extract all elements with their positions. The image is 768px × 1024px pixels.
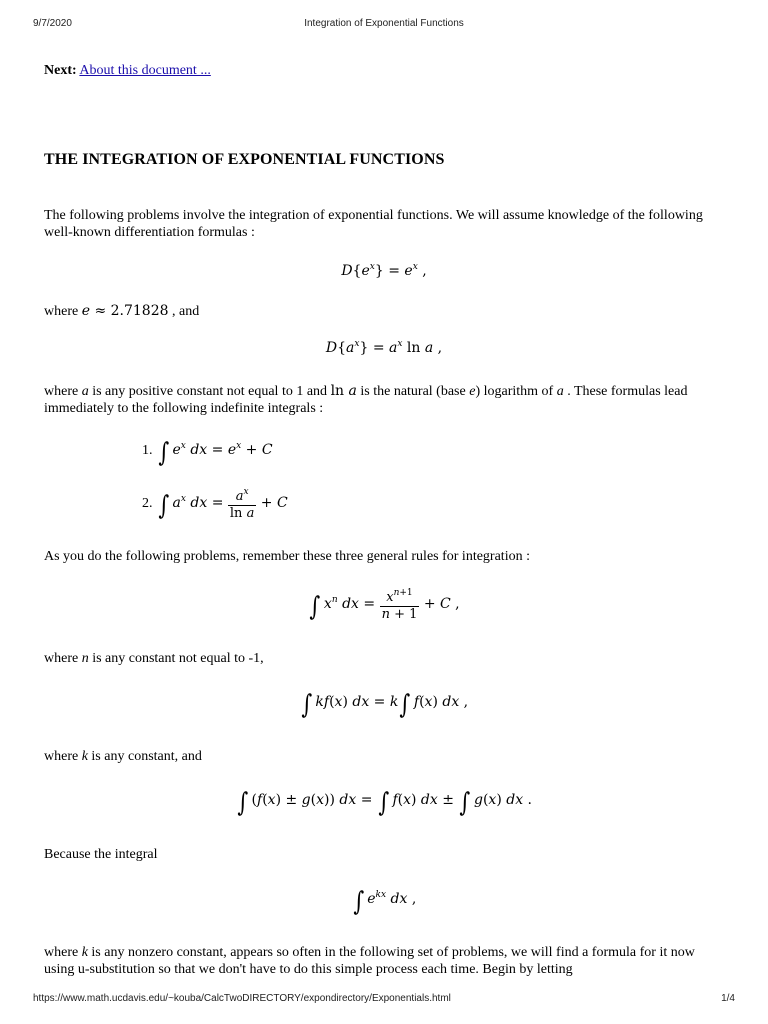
because-text: Because the integral bbox=[44, 847, 158, 862]
next-label: Next: bbox=[44, 63, 77, 78]
rule-power-note: where n is any constant not equal to -1, bbox=[44, 651, 264, 666]
formula-derivative-ex: $D\{e^x\} = e^x$ , bbox=[341, 262, 427, 279]
print-page-title: Integration of Exponential Functions bbox=[304, 18, 464, 29]
where-e-prefix: where bbox=[44, 304, 79, 319]
intro-paragraph: The following problems involve the integration of exponential functions. We will assume knowledge of the following well-known differentiation formulas : bbox=[44, 208, 703, 240]
where-a-paragraph: where a is any positive constant not equal to 1 and ln a is the natural (base e) logarithm of a . These formulas lead immediately to the following indefinite integrals : bbox=[44, 383, 688, 416]
document-title: THE INTEGRATION OF EXPONENTIAL FUNCTIONS bbox=[44, 151, 445, 168]
print-page-count: 1/4 bbox=[721, 993, 735, 1004]
rule-sum-difference: ∫ (f(x) ± g(x)) dx = ∫ f(x) dx ± ∫ g(x) dx . bbox=[237, 788, 532, 818]
rule-constant-note: where k is any constant, and bbox=[44, 749, 202, 764]
next-nav bbox=[44, 63, 211, 79]
integral-item-2: 2. ∫ $a^x$ dx = $\frac{a^x}{\text{ln a}}$ + C bbox=[142, 484, 288, 522]
e-approx-math: e ≈ 2.71828 bbox=[81, 303, 169, 319]
rule-constant-multiple: ∫ kf(x) dx = k∫ f(x) dx , bbox=[301, 690, 469, 720]
rules-intro: As you do the following problems, remember these three general rules for integration : bbox=[44, 549, 530, 564]
where-e-line bbox=[44, 303, 724, 320]
integral-ekx: ∫ $e^{kx}$ dx , bbox=[353, 887, 417, 917]
next-link-about-document[interactable]: About this document ... bbox=[79, 63, 211, 78]
formula-derivative-ax: $D\{a^x\} = a^x$ ln a , bbox=[325, 339, 443, 356]
rule-power: ∫ $x^n$ dx = $\frac{x^{n+1}}{n + 1}$ + C , bbox=[0, 585, 768, 623]
closing-paragraph: where k is any nonzero constant, appears so often in the following set of problems, we will find a formula for it now using u-substitution so that we don't have to do this simple process each time. Begin by letting bbox=[44, 945, 695, 977]
where-e-suffix: , and bbox=[172, 304, 200, 319]
print-url: https://www.math.ucdavis.edu/~kouba/CalcTwoDIRECTORY/expondirectory/Exponentials.html bbox=[33, 993, 451, 1004]
integral-item-1: 1. ∫ $e^x$ dx = $e^x + C$ bbox=[142, 438, 273, 468]
print-date: 9/7/2020 bbox=[33, 18, 72, 29]
